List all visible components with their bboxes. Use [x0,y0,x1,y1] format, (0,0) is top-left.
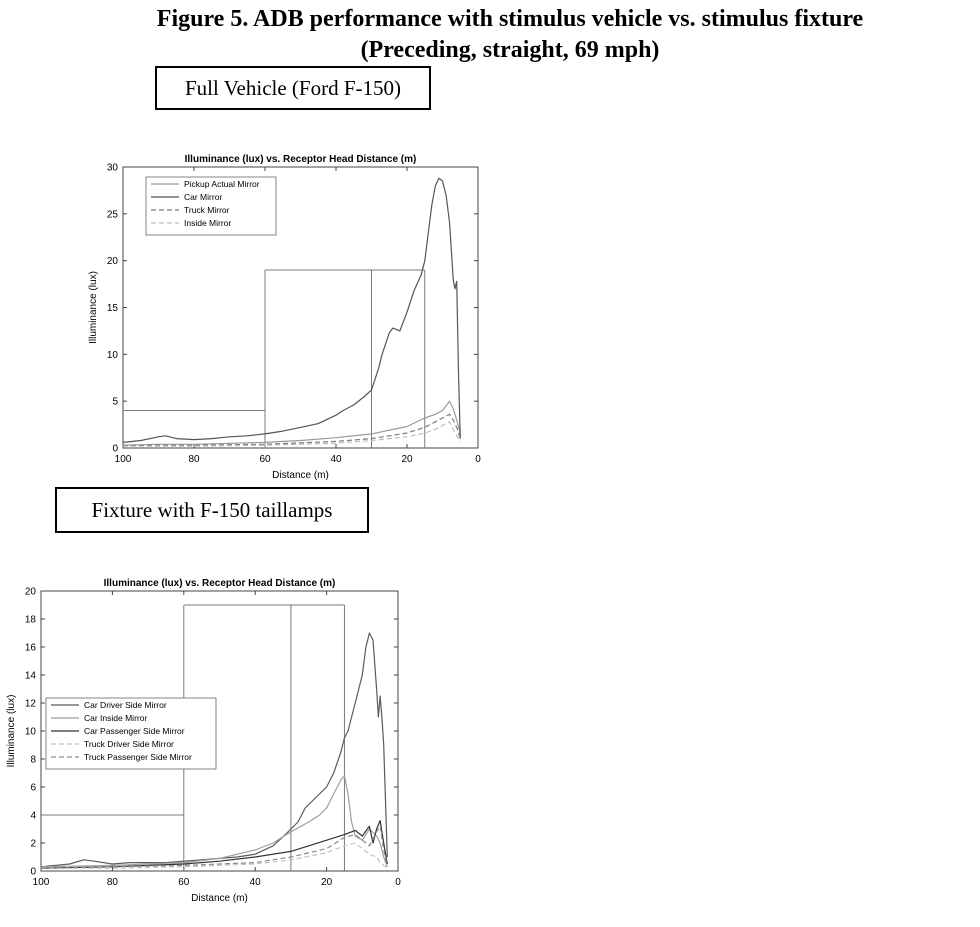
y-tick-label: 15 [106,303,118,314]
x-tick-label: 100 [32,877,50,888]
legend-entry: Truck Driver Side Mirror [84,739,174,749]
chart-title: Illuminance (lux) vs. Receptor Head Distance (m) [103,578,336,589]
x-axis-label: Distance (m) [272,470,329,481]
legend-entry: Car Mirror [184,192,223,202]
legend-entry: Truck Mirror [184,205,230,215]
y-tick-label: 18 [24,614,36,626]
figure-title-line2: (Preceding, straight, 69 mph) [360,37,660,63]
legend-entry: Car Passenger Side Mirror [84,726,185,736]
y-tick-label: 14 [24,670,36,682]
figure-title-line1: Figure 5. ADB performance with stimulus vehicle vs. stimulus fixture [156,6,864,32]
chart-title: Illuminance (lux) vs. Receptor Head Distance (m) [184,154,417,165]
x-tick-label: 80 [106,877,118,888]
legend-entry: Car Driver Side Mirror [84,700,167,710]
y-tick-label: 20 [24,586,36,598]
y-tick-label: 10 [24,726,36,738]
legend-entry: Inside Mirror [184,218,232,228]
y-axis-label: Illuminance (lux) [6,694,17,768]
x-tick-label: 0 [395,877,401,888]
y-axis-label: Illuminance (lux) [88,271,99,344]
x-axis-label: Distance (m) [191,893,248,904]
x-tick-label: 20 [321,877,333,888]
caption-full-vehicle: Full Vehicle (Ford F-150) [155,66,431,110]
y-tick-label: 4 [30,810,36,822]
y-tick-label: 10 [106,349,118,361]
caption-fixture: Fixture with F-150 taillamps [55,487,369,533]
y-tick-label: 0 [112,443,118,455]
y-tick-label: 0 [30,866,36,878]
y-tick-label: 12 [24,698,36,710]
y-tick-label: 8 [30,754,36,766]
y-tick-label: 25 [106,209,118,221]
x-tick-label: 80 [188,454,200,465]
legend-entry: Car Inside Mirror [84,713,148,723]
x-tick-label: 20 [401,454,413,465]
y-tick-label: 16 [24,642,36,654]
y-tick-label: 6 [30,782,36,794]
y-tick-label: 2 [30,838,36,850]
y-tick-label: 20 [106,256,118,268]
x-tick-label: 0 [475,454,481,465]
y-tick-label: 30 [106,162,118,174]
x-tick-label: 40 [330,454,342,465]
y-tick-label: 5 [112,396,118,408]
x-tick-label: 60 [178,877,190,888]
x-tick-label: 40 [249,877,261,888]
legend-entry: Truck Passenger Side Mirror [84,752,192,762]
legend-entry: Pickup Actual Mirror [184,179,260,189]
x-tick-label: 60 [259,454,271,465]
x-tick-label: 100 [114,454,132,465]
